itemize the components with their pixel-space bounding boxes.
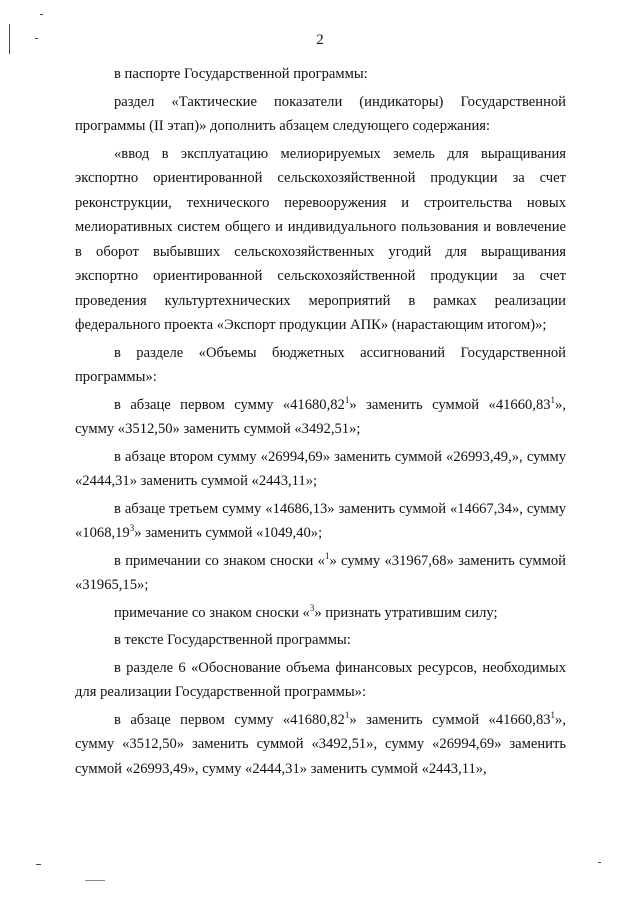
scan-mark xyxy=(40,14,43,15)
paragraph-text: », сумму «3512,50» заменить суммой «3492,51»; xyxy=(75,396,566,437)
paragraph xyxy=(75,497,566,546)
paragraph xyxy=(75,628,566,653)
paragraph xyxy=(75,549,566,598)
paragraph xyxy=(75,656,566,705)
paragraph xyxy=(75,445,566,494)
paragraph xyxy=(75,62,566,87)
paragraph-text: » признать утратившим силу; xyxy=(314,604,498,621)
paragraph-text: », сумму «3512,50» заменить суммой «3492,51», сумму «26994,69» заменить суммой «26993,49», сумму «2444,31» заменить суммой «2443,11», xyxy=(75,711,566,777)
paragraph xyxy=(75,90,566,139)
scan-mark xyxy=(36,864,41,865)
paragraph-text: в разделе «Объемы бюджетных ассигнований Государственной программы»: xyxy=(75,344,566,385)
scan-mark xyxy=(85,880,105,881)
paragraph-text: в абзаце первом сумму «41680,82 xyxy=(114,396,345,413)
paragraph-text: в разделе 6 «Обоснование объема финансовых ресурсов, необходимых для реализации Государственной программы»: xyxy=(75,659,566,700)
paragraph-text: в абзаце втором сумму «26994,69» заменить суммой «26993,49,», сумму «2444,31» заменить суммой «2443,11»; xyxy=(75,448,566,489)
paragraph-text: раздел «Тактические показатели (индикаторы) Государственной программы (II этап)» дополнить абзацем следующего содержания: xyxy=(75,93,566,134)
footnote-mark: 3 xyxy=(309,602,315,613)
paragraph xyxy=(75,341,566,390)
paragraph xyxy=(75,393,566,442)
paragraph-text: в абзаце первом сумму «41680,82 xyxy=(114,711,345,728)
paragraph-text: в абзаце третьем сумму «14686,13» заменить суммой «14667,34», сумму «1068,19 xyxy=(75,500,566,541)
footnote-mark: 1 xyxy=(324,550,330,561)
footnote-mark: 1 xyxy=(550,394,556,405)
paragraph-text: » заменить суммой «41660,83 xyxy=(349,711,551,728)
footnote-mark: 1 xyxy=(344,394,350,405)
paragraph-text: » заменить суммой «1049,40»; xyxy=(134,525,323,541)
footnote-mark: 3 xyxy=(129,523,135,533)
paragraph-text: примечание со знаком сноски « xyxy=(114,604,310,621)
paragraph-text: в тексте Государственной программы: xyxy=(114,632,351,648)
scan-mark xyxy=(598,862,601,863)
footnote-mark: 1 xyxy=(550,709,556,720)
paragraph-text: в паспорте Государственной программы: xyxy=(114,66,368,82)
footnote-mark: 1 xyxy=(344,709,350,720)
paragraph xyxy=(75,601,566,626)
paragraph-text: » сумму «31967,68» заменить суммой «31965,15»; xyxy=(75,552,566,593)
page-number: 2 xyxy=(316,32,324,48)
document-body xyxy=(75,62,566,784)
paragraph-text: в примечании со знаком сноски « xyxy=(114,552,325,569)
paragraph-text: » заменить суммой «41660,83 xyxy=(349,396,551,413)
paragraph xyxy=(75,142,566,338)
paragraph xyxy=(75,708,566,782)
paragraph-text: «ввод в эксплуатацию мелиорируемых земель для выращивания экспортно ориентированной сельскохозяйственной продукции за счет реконструкции, технического перевооружения и строительства новых мелиоративных систем общего и индивидуального пользования и вовлечение в оборот выбывших сельскохозяйственных угодий для выращивания экспортно ориентированной сельскохозяйственной продукции за счет проведения культуртехнических мероприятий в рамках реализации федерального проекта «Экспорт продукции АПК» (нарастающим итогом)»; xyxy=(75,145,566,333)
